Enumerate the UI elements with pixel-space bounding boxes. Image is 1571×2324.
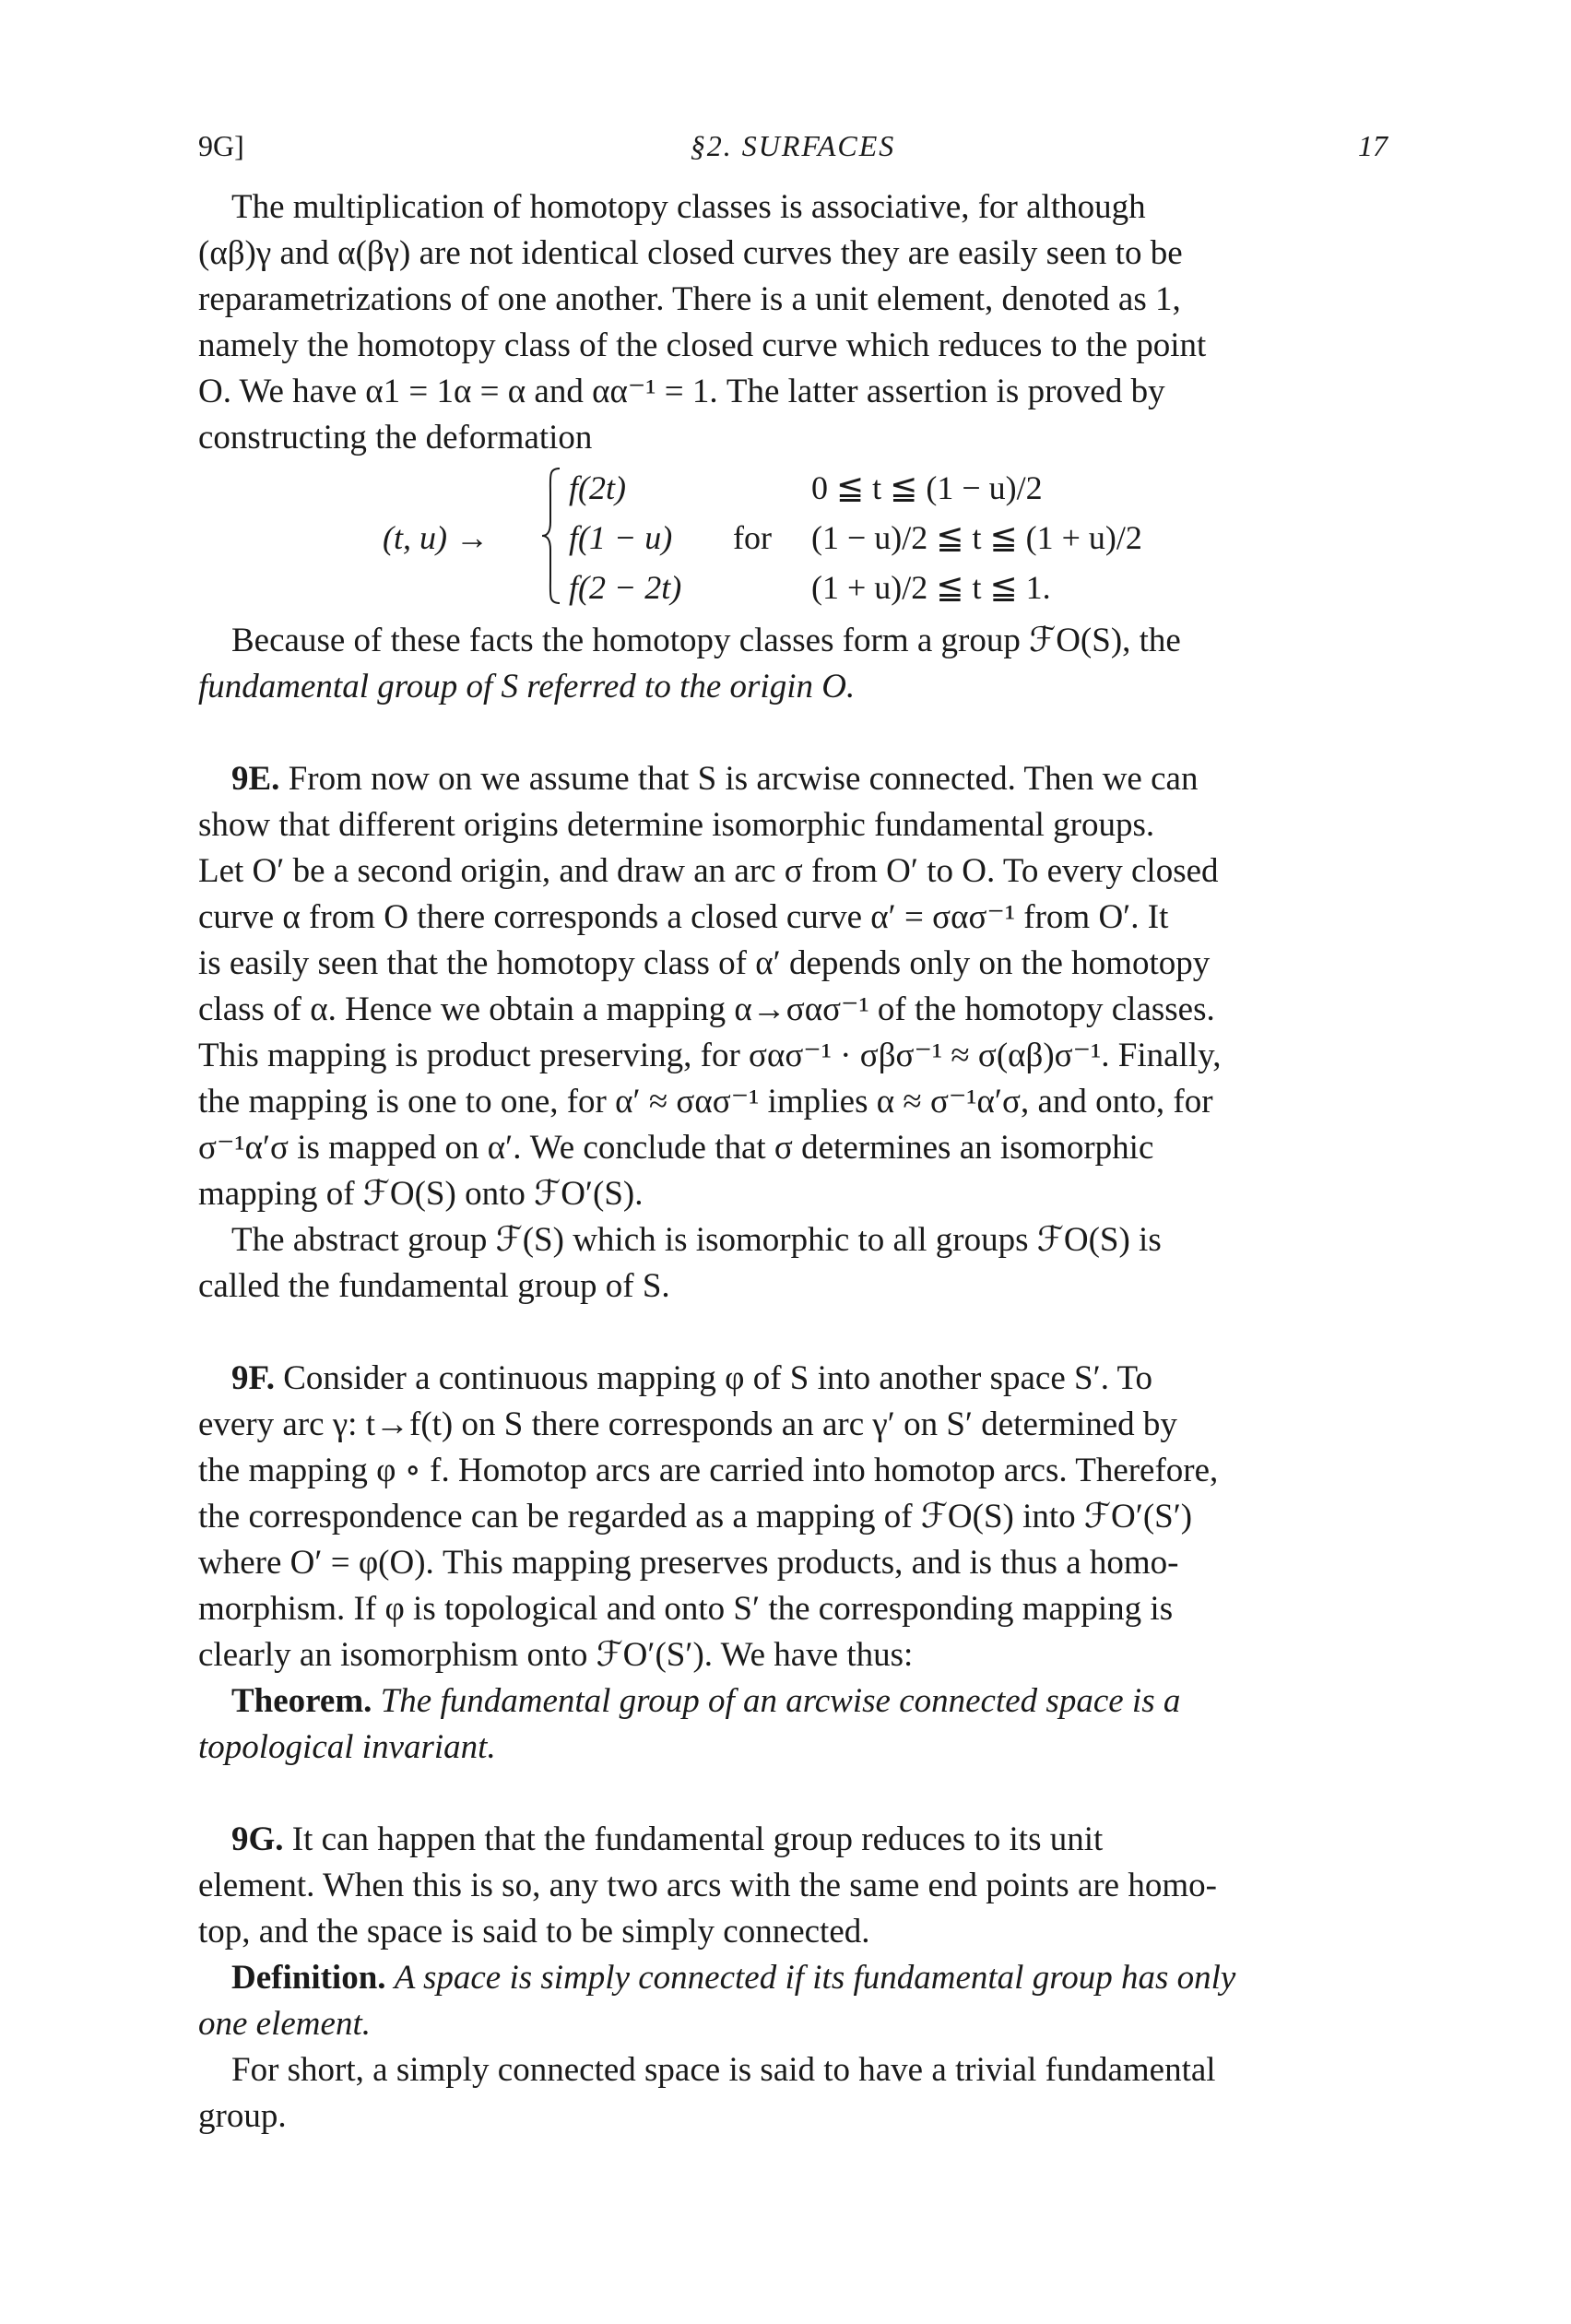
text-line xyxy=(198,1356,1388,1402)
text-line: (αβ)γ and α(βγ) are not identical closed curves they are easily seen to be xyxy=(198,234,1183,272)
text-line: group. xyxy=(198,2097,287,2135)
text-span: Consider a continuous mapping φ of S into another space S′. To xyxy=(283,1359,1153,1397)
text-line: where O′ = φ(O). This mapping preserves products, and is thus a homo- xyxy=(198,1544,1179,1582)
text-line: This mapping is product preserving, for σασ⁻¹ · σβσ⁻¹ ≈ σ(αβ)σ⁻¹. Finally, xyxy=(198,1037,1222,1074)
definition-label: Definition. xyxy=(231,1959,386,1997)
text-line: clearly an isomorphism onto ℱO′(S′). We have thus: xyxy=(198,1636,914,1674)
formula-case-1: f(2t) xyxy=(569,469,626,506)
theorem-block xyxy=(198,1678,1388,1771)
text-line: Because of these facts the homotopy classes form a group ℱO(S), the xyxy=(231,622,1181,659)
text-line: curve α from O there corresponds a closed curve α′ = σασ⁻¹ from O′. It xyxy=(198,898,1169,936)
text-line: For short, a simply connected space is said to have a trivial fundamental xyxy=(231,2051,1216,2089)
text-line xyxy=(198,1678,1388,1725)
paragraph-9G xyxy=(198,1817,1388,1955)
text-line: topological invariant. xyxy=(198,1728,496,1766)
section-label-9G: 9G. xyxy=(231,1820,284,1858)
text-line: element. When this is so, any two arcs with the same end points are homo- xyxy=(198,1867,1217,1904)
formula-lhs: (t, u) → xyxy=(383,519,489,556)
text-line: show that different origins determine isomorphic fundamental groups. xyxy=(198,806,1155,844)
text-line: every arc γ: t→f(t) on S there corresponds an arc γ′ on S′ determined by xyxy=(198,1405,1177,1443)
text-line: top, and the space is said to be simply connected. xyxy=(198,1913,870,1951)
text-line: reparametrizations of one another. There is a unit element, denoted as 1, xyxy=(198,280,1181,318)
text-line: one element. xyxy=(198,2005,371,2043)
theorem-label: Theorem. xyxy=(231,1682,372,1720)
text-line: σ⁻¹α′σ is mapped on α′. We conclude that σ determines an isomorphic xyxy=(198,1129,1154,1167)
text-line: O. We have α1 = 1α = α and αα⁻¹ = 1. The latter assertion is proved by xyxy=(198,373,1165,410)
running-title: §2. SURFACES xyxy=(690,129,896,162)
running-header xyxy=(198,129,1388,184)
deformation-formula xyxy=(198,467,1388,614)
formula-case-2: f(1 − u) xyxy=(569,519,673,556)
theorem-text: The fundamental group of an arcwise connected space is a xyxy=(380,1682,1181,1720)
page-number: 17 xyxy=(1358,129,1388,162)
text-line: Let O′ be a second origin, and draw an arc σ from O′ to O. To every closed xyxy=(198,852,1219,890)
text-line: The multiplication of homotopy classes is associative, for although xyxy=(231,188,1146,226)
text-line: The abstract group ℱ(S) which is isomorphic to all groups ℱO(S) is xyxy=(231,1221,1162,1259)
paragraph-9E xyxy=(198,756,1388,1217)
formula-case-3: f(2 − 2t) xyxy=(569,569,682,606)
text-line: namely the homotopy class of the closed curve which reduces to the point xyxy=(198,326,1207,364)
text-line xyxy=(198,756,1388,802)
definition-text: A space is simply connected if its fundamental group has only xyxy=(394,1959,1236,1997)
formula-condition-3: (1 + u)/2 ≦ t ≦ 1. xyxy=(811,569,1051,606)
text-line: the mapping is one to one, for α′ ≈ σασ⁻¹ implies α ≈ σ⁻¹α′σ, and onto, for xyxy=(198,1083,1213,1120)
text-span: From now on we assume that S is arcwise connected. Then we can xyxy=(288,760,1199,798)
text-line: class of α. Hence we obtain a mapping α→σασ⁻¹ of the homotopy classes. xyxy=(198,990,1215,1028)
paragraph-9F xyxy=(198,1356,1388,1678)
formula-condition-1: 0 ≦ t ≦ (1 − u)/2 xyxy=(811,469,1043,506)
text-line xyxy=(198,1817,1388,1863)
text-line: morphism. If φ is topological and onto S′ the corresponding mapping is xyxy=(198,1590,1174,1628)
text-line: the mapping φ ∘ f. Homotop arcs are carried into homotop arcs. Therefore, xyxy=(198,1452,1219,1489)
text-line xyxy=(198,1955,1388,2001)
section-label-9F: 9F. xyxy=(231,1359,275,1397)
left-brace-icon xyxy=(541,467,561,605)
text-span: It can happen that the fundamental group reduces to its unit xyxy=(291,1820,1104,1858)
page-body xyxy=(198,129,1388,2140)
text-line: is easily seen that the homotopy class of α′ depends only on the homotopy xyxy=(198,944,1211,982)
section-label-9E: 9E. xyxy=(231,760,280,798)
text-line: fundamental group of S referred to the origin O. xyxy=(198,668,856,706)
text-line: constructing the deformation xyxy=(198,419,593,456)
text-line: the correspondence can be regarded as a mapping of ℱO(S) into ℱO′(S′) xyxy=(198,1498,1193,1536)
paragraph-fundamental-group xyxy=(198,618,1388,710)
paragraph-trivial-group xyxy=(198,2047,1388,2140)
paragraph-associativity xyxy=(198,184,1388,461)
text-line: mapping of ℱO(S) onto ℱO′(S). xyxy=(198,1175,644,1213)
text-line: called the fundamental group of S. xyxy=(198,1267,670,1305)
paragraph-abstract-group xyxy=(198,1217,1388,1310)
formula-for-word: for xyxy=(733,519,772,556)
section-marker: 9G] xyxy=(198,129,244,162)
definition-block xyxy=(198,1955,1388,2047)
formula-condition-2: (1 − u)/2 ≦ t ≦ (1 + u)/2 xyxy=(811,519,1142,556)
